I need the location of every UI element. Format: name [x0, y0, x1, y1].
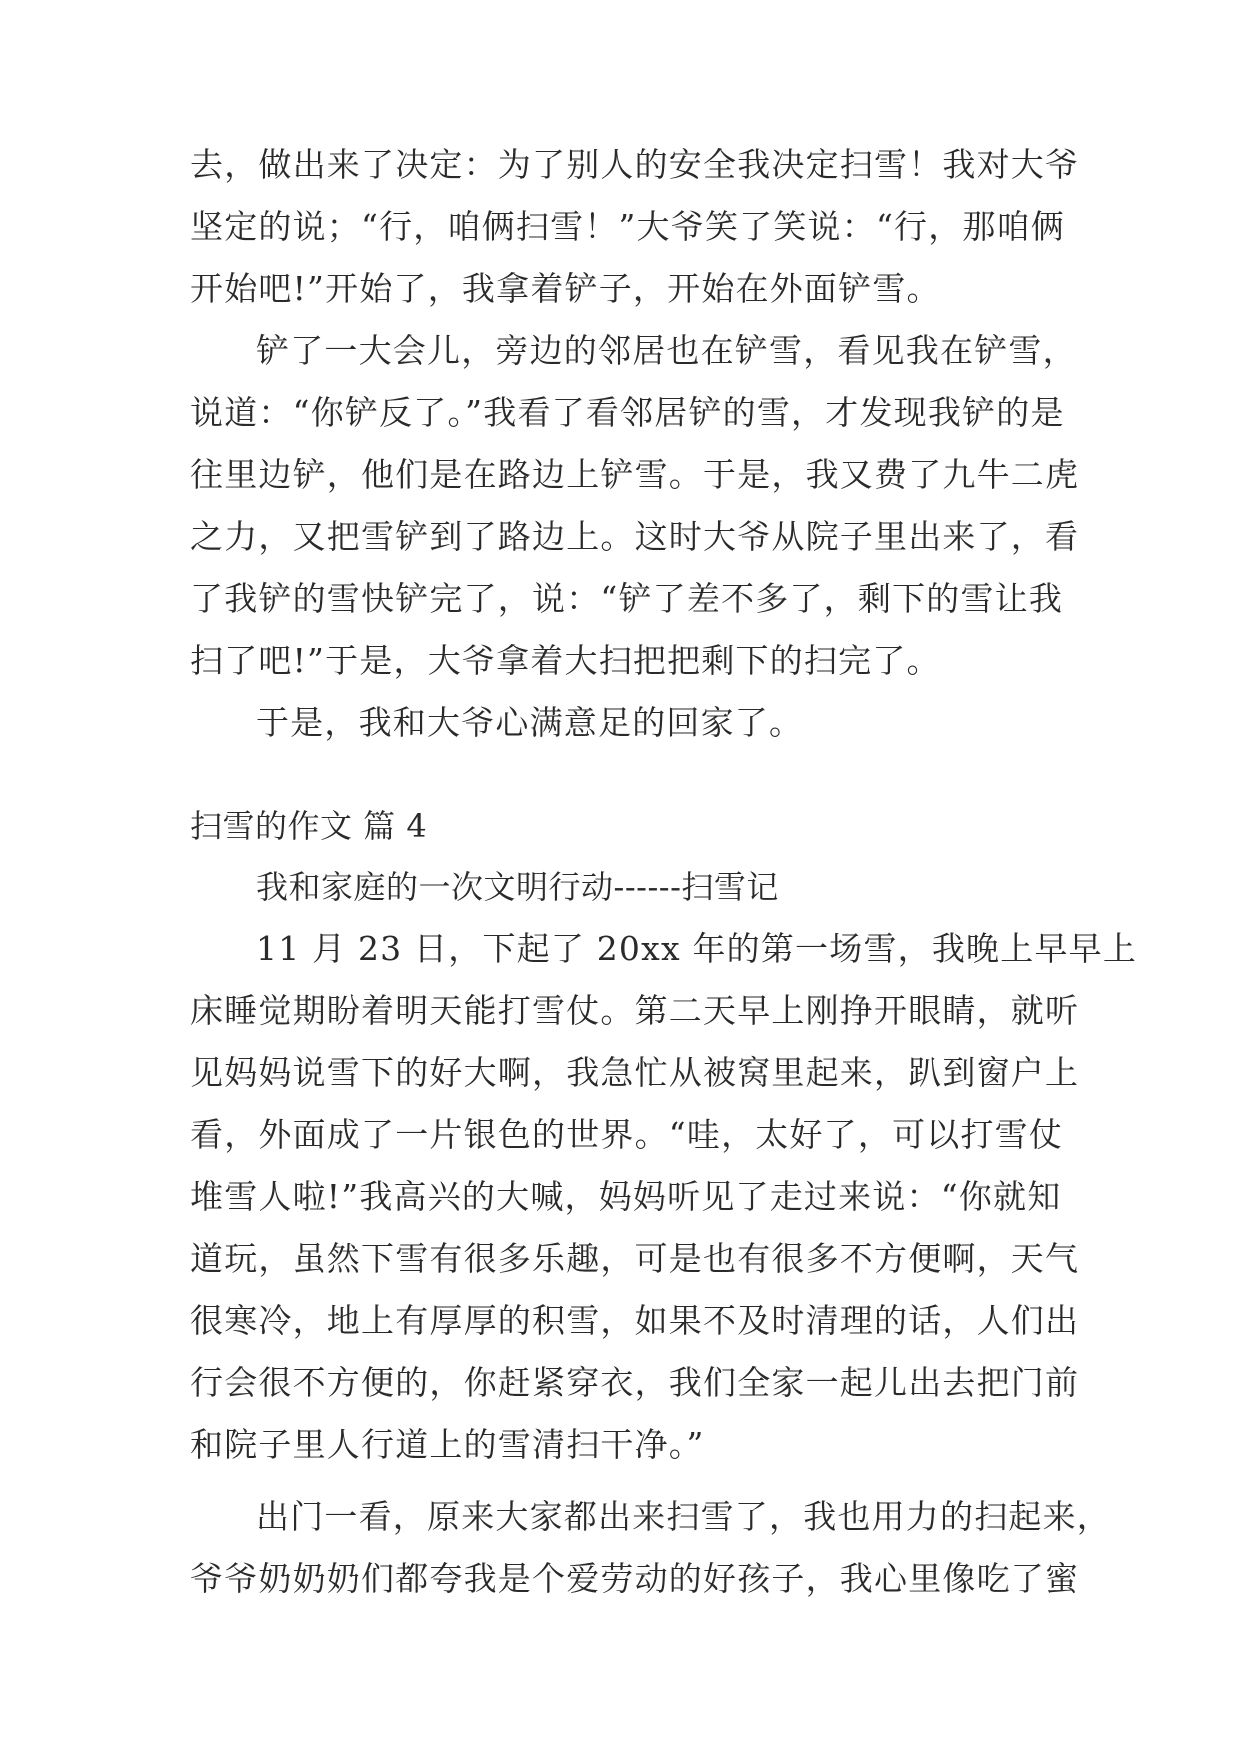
paragraph-4-line-1: 11 月 23 日，下起了 20xx 年的第一场雪，我晚上早早上 — [256, 929, 1138, 968]
paragraph-4-line-2: 床睡觉期盼着明天能打雪仗。第二天早上刚挣开眼睛，就听 — [190, 991, 1080, 1030]
paragraph-5-line-1: 出门一看，原来大家都出来扫雪了，我也用力的扫起来， — [256, 1497, 1111, 1536]
paragraph-4-line-4: 看，外面成了一片银色的世界。“哇，太好了，可以打雪仗 — [190, 1115, 1064, 1154]
paragraph-3-line-1: 于是，我和大爷心满意足的回家了。 — [256, 703, 804, 742]
paragraph-4-line-3: 见妈妈说雪下的好大啊，我急忙从被窝里起来，趴到窗户上 — [190, 1053, 1080, 1092]
paragraph-5-line-2: 爷爷奶奶奶们都夸我是个爱劳动的好孩子，我心里像吃了蜜 — [190, 1559, 1080, 1598]
paragraph-4-line-8: 行会很不方便的，你赶紧穿衣，我们全家一起儿出去把门前 — [190, 1363, 1080, 1402]
paragraph-4-line-7: 很寒冷，地上有厚厚的积雪，如果不及时清理的话，人们出 — [190, 1301, 1080, 1340]
section-heading: 扫雪的作文 篇 4 — [190, 807, 428, 845]
paragraph-2-line-1: 铲了一大会儿，旁边的邻居也在铲雪，看见我在铲雪， — [256, 331, 1077, 370]
paragraph-2-line-3: 往里边铲，他们是在路边上铲雪。于是，我又费了九牛二虎 — [190, 455, 1080, 494]
paragraph-4-line-5: 堆雪人啦!”我高兴的大喊，妈妈听见了走过来说：“你就知 — [190, 1177, 1062, 1216]
paragraph-2-line-6: 扫了吧!”于是，大爷拿着大扫把把剩下的扫完了。 — [190, 641, 941, 680]
paragraph-1-line-3: 开始吧!”开始了，我拿着铲子，开始在外面铲雪。 — [190, 269, 941, 308]
paragraph-4-line-9: 和院子里人行道上的雪清扫干净。” — [190, 1425, 705, 1464]
paragraph-2-line-5: 了我铲的雪快铲完了，说：“铲了差不多了，剩下的雪让我 — [190, 579, 1064, 618]
paragraph-2-line-2: 说道：“你铲反了。”我看了看邻居铲的雪，才发现我铲的是 — [190, 393, 1065, 432]
paragraph-1-line-2: 坚定的说；“行，咱俩扫雪！”大爷笑了笑说：“行，那咱俩 — [190, 207, 1066, 246]
essay-subtitle: 我和家庭的一次文明行动------扫雪记 — [256, 868, 779, 906]
paragraph-2-line-4: 之力，又把雪铲到了路边上。这时大爷从院子里出来了，看 — [190, 517, 1080, 556]
paragraph-4-line-6: 道玩，虽然下雪有很多乐趣，可是也有很多不方便啊，天气 — [190, 1239, 1080, 1278]
paragraph-1-line-1: 去，做出来了决定：为了别人的安全我决定扫雪！我对大爷 — [190, 145, 1080, 184]
